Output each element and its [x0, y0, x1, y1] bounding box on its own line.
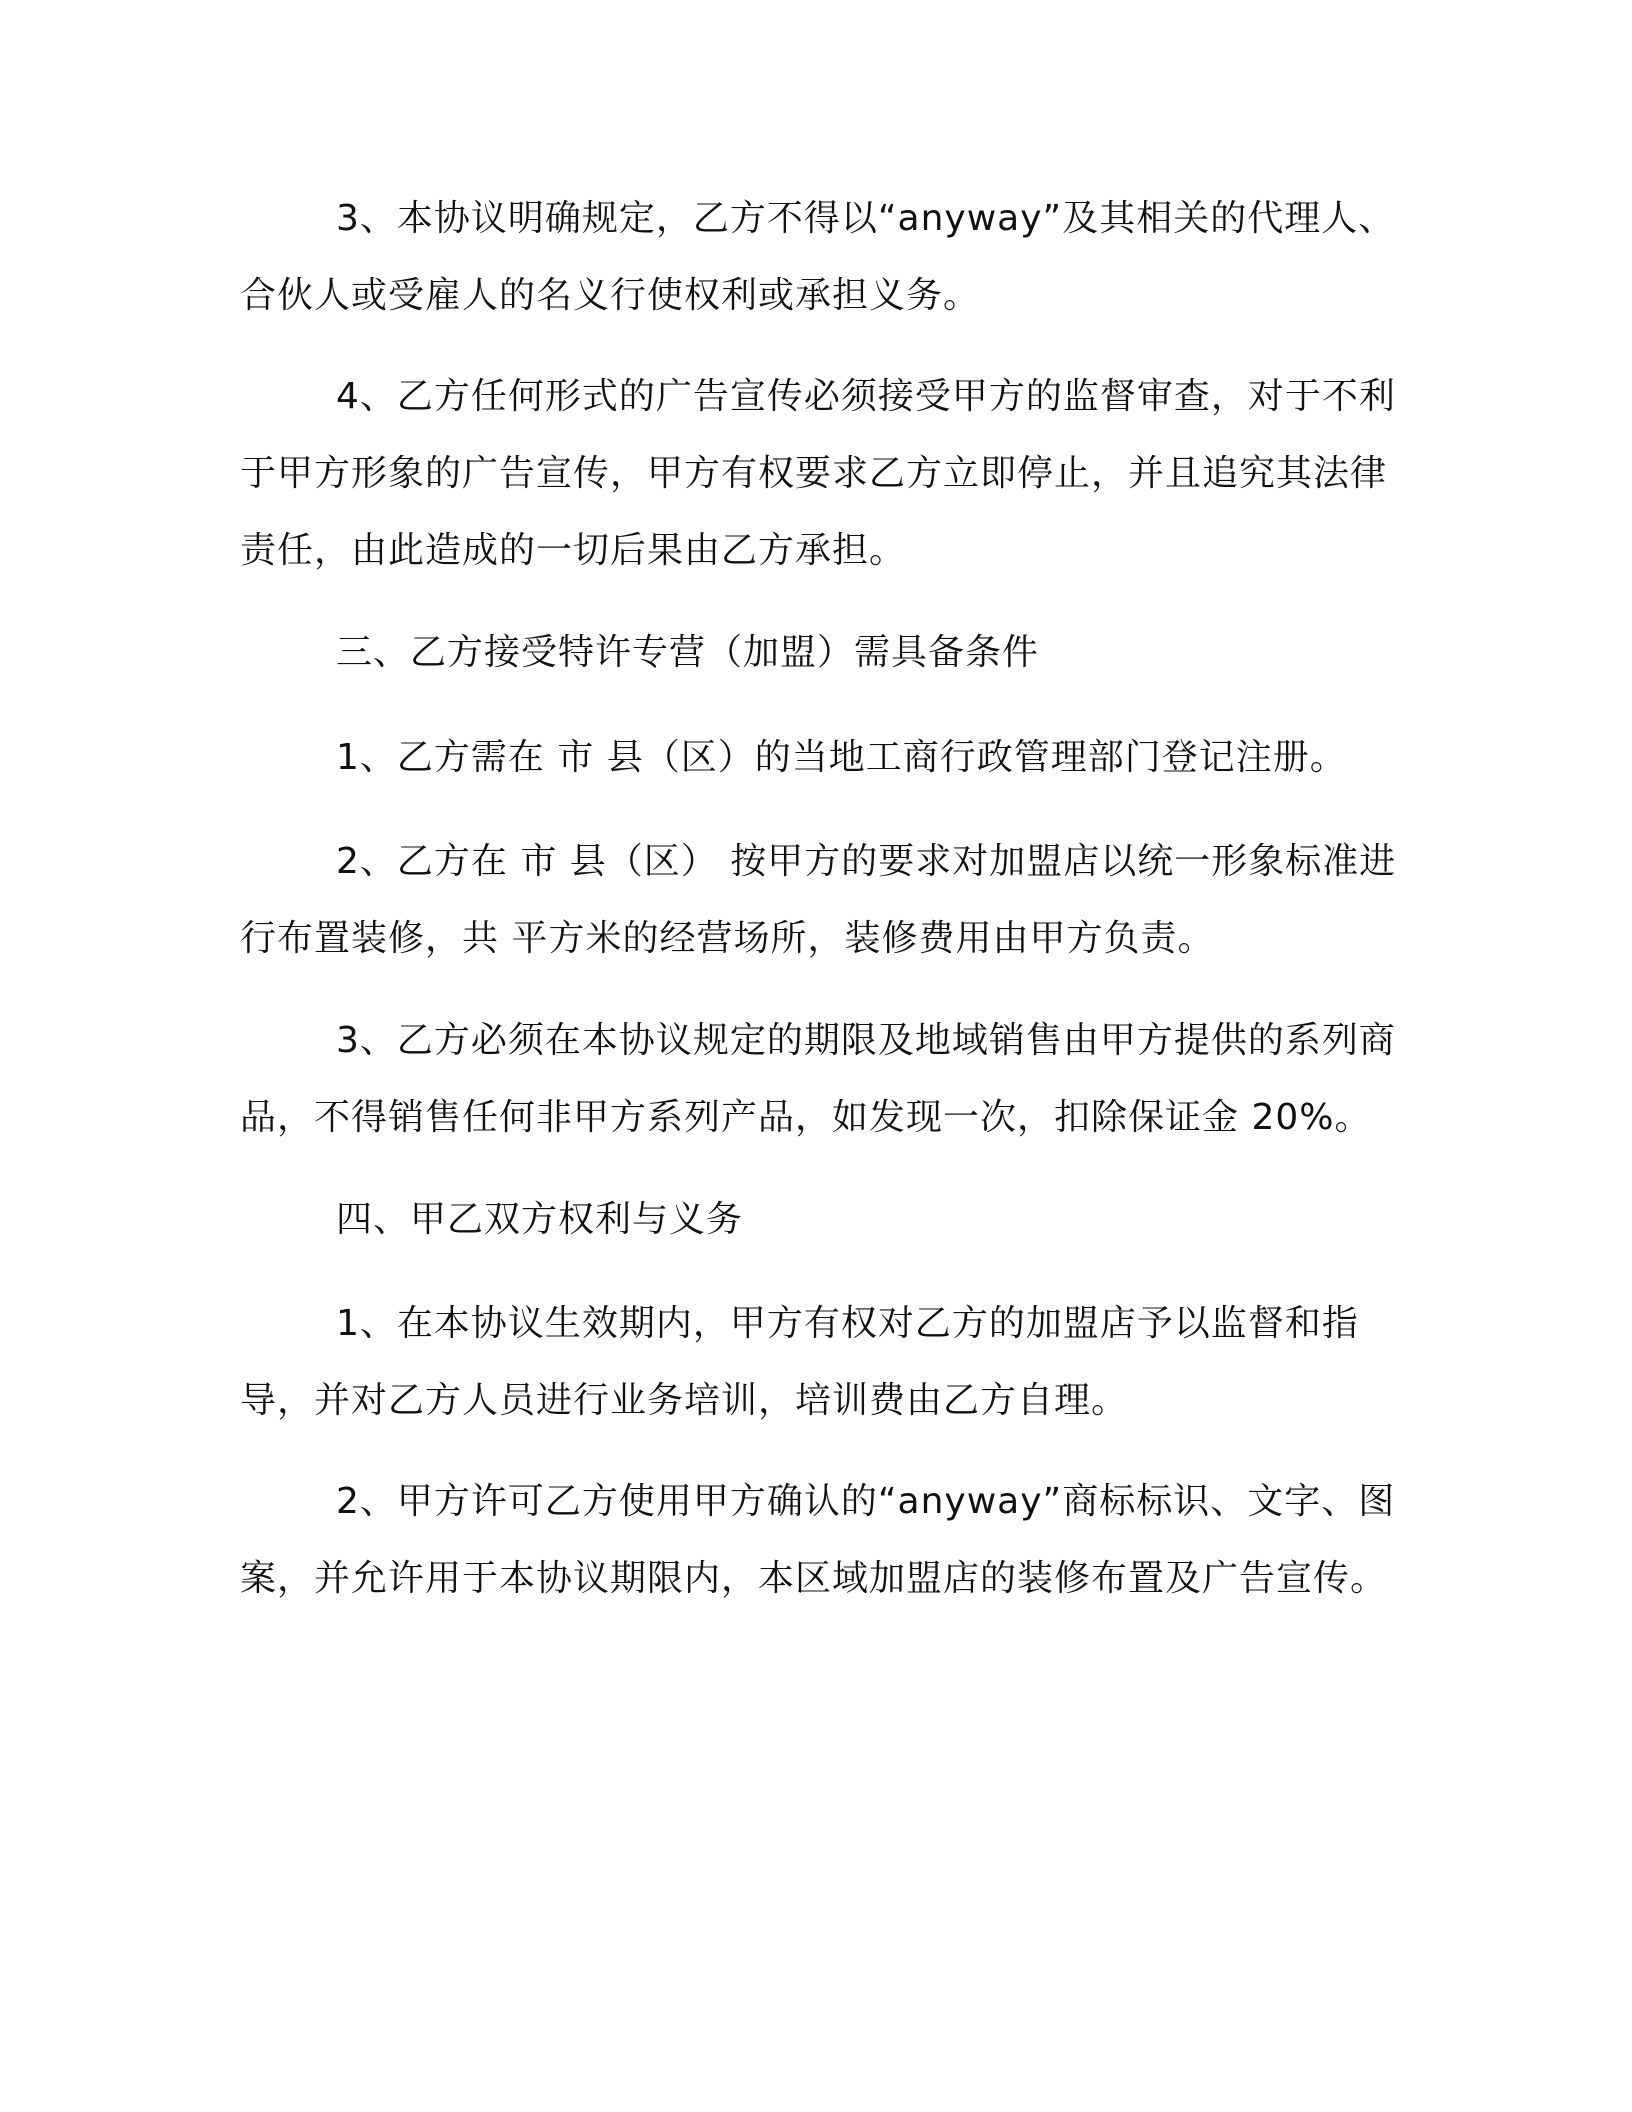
clause-1-supervision-training: 1、在本协议生效期内，甲方有权对乙方的加盟店予以监督和指导，并对乙方人员进行业务培训，培训费由乙方自理。	[240, 1303, 1359, 1421]
section-3-heading: 三、乙方接受特许专营（加盟）需具备条件	[336, 632, 1040, 673]
clause-2-store-decoration: 2、乙方在 市 县（区） 按甲方的要求对加盟店以统一形象标准进行布置装修，共 平方米的经营场所，装修费用由甲方负责。	[240, 841, 1397, 959]
section-4-heading: 四、甲乙双方权利与义务	[336, 1199, 744, 1240]
clause-4-advertising-review: 4、乙方任何形式的广告宣传必须接受甲方的监督审查，对于不利于甲方形象的广告宣传，甲方有权要求乙方立即停止，并且追究其法律责任，由此造成的一切后果由乙方承担。	[240, 376, 1396, 571]
clause-1-registration: 1、乙方需在 市 县（区）的当地工商行政管理部门登记注册。	[336, 737, 1347, 778]
clause-3-product-sales: 3、乙方必须在本协议规定的期限及地域销售由甲方提供的系列商品，不得销售任何非甲方系列产品，如发现一次，扣除保证金 20%。	[240, 1020, 1396, 1138]
clause-3-agent-restriction: 3、本协议明确规定，乙方不得以“anyway”及其相关的代理人、合伙人或受雇人的名义行使权利或承担义务。	[240, 198, 1396, 316]
clause-2-trademark-license: 2、甲方许可乙方使用甲方确认的“anyway”商标标识、文字、图案，并允许用于本协议期限内，本区域加盟店的装修布置及广告宣传。	[240, 1481, 1396, 1599]
